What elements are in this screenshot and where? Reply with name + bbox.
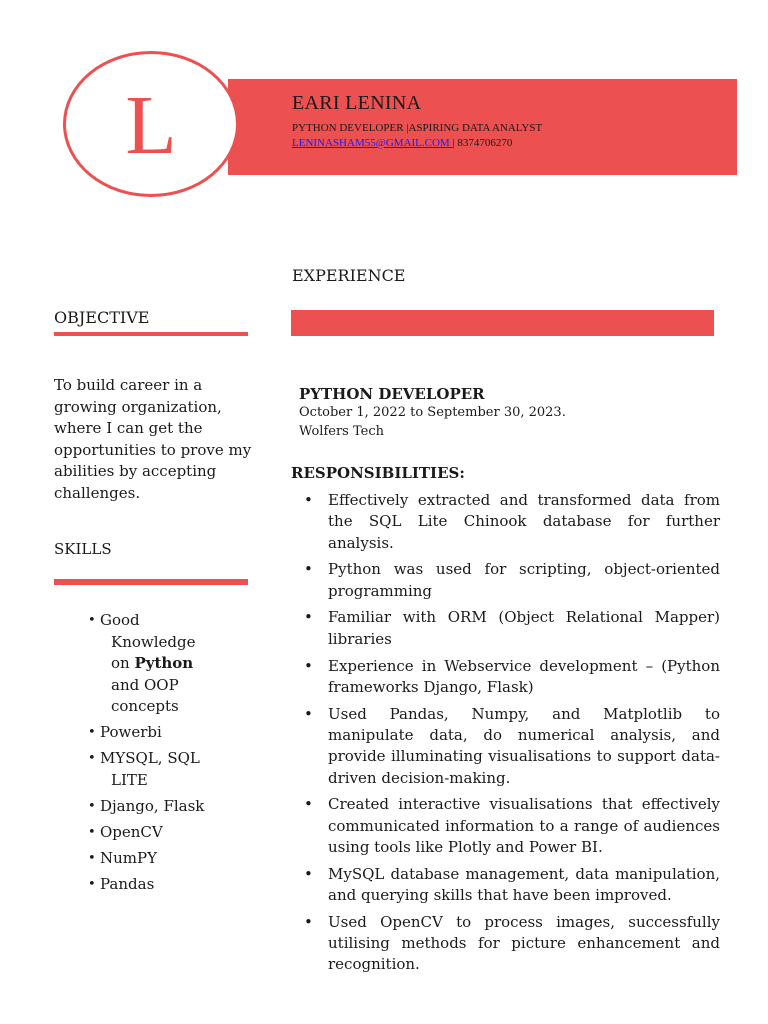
skills-list (88, 610, 218, 900)
job-dates: October 1, 2022 to September 30, 2023. (299, 405, 566, 420)
experience-rule (291, 310, 714, 336)
list-item: • Django, Flask (88, 796, 218, 818)
skill-text: LITE (111, 770, 148, 789)
phone-number: 8374706270 (457, 137, 513, 149)
skill-text: Good (100, 611, 140, 629)
list-item: • Python was used for scripting, object-oriented programming (304, 559, 720, 602)
list-item: • Powerbi (88, 722, 218, 744)
email-link[interactable]: LENINASHAM55@GMAIL.COM (292, 137, 453, 149)
skill-text: concepts (111, 697, 179, 715)
skills-rule (54, 579, 248, 585)
list-item: • Pandas (88, 874, 218, 896)
responsibilities-heading: RESPONSIBILITIES: (291, 464, 465, 482)
skill-text (100, 653, 218, 675)
contact-line (292, 137, 512, 149)
list-item: • Experience in Webservice development – (Python frameworks Django, Flask) (304, 656, 720, 699)
list-item: • Used OpenCV to process images, successfully utilising methods for picture enhancement and recognition. (304, 912, 720, 976)
list-item: • OpenCV (88, 822, 218, 844)
list-item: • Created interactive visualisations that effectively communicated information to a range of audiences using tools like Plotly and Power BI. (304, 794, 720, 858)
skills-heading: SKILLS (54, 540, 112, 558)
list-item: • MySQL database management, data manipulation, and querying skills that have been improved. (304, 864, 720, 907)
list-item: • NumPY (88, 848, 218, 870)
candidate-subtitle: PYTHON DEVELOPER |ASPIRING DATA ANALYST (292, 122, 543, 134)
job-title: PYTHON DEVELOPER (299, 385, 485, 403)
list-item: • Used Pandas, Numpy, and Matplotlib to manipulate data, do numerical analysis, and provide illuminating visualisations to support data-driven decision-making. (304, 704, 720, 789)
monogram-letter: L (125, 79, 177, 172)
objective-rule (54, 332, 248, 336)
list-item: • Familiar with ORM (Object Relational Mapper) libraries (304, 607, 720, 650)
objective-heading: OBJECTIVE (54, 308, 150, 327)
skill-text: on (111, 654, 135, 672)
job-company: Wolfers Tech (299, 424, 384, 439)
list-item (88, 610, 218, 718)
skill-text: Knowledge (111, 632, 196, 651)
monogram-circle (63, 51, 239, 197)
skill-highlight: Python (134, 654, 194, 672)
skill-text: MYSQL, SQL (100, 749, 200, 767)
experience-heading: EXPERIENCE (292, 266, 406, 285)
candidate-name: EARI LENINA (292, 92, 422, 114)
skill-text: and OOP (111, 675, 179, 694)
list-item: • Effectively extracted and transformed data from the SQL Lite Chinook database for further analysis. (304, 490, 720, 554)
list-item (88, 748, 218, 791)
contact-separator: | (452, 137, 455, 149)
objective-text: To build career in a growing organization, where I can get the opportunities to prove my abilities by accepting challenges. (54, 376, 252, 502)
responsibilities-list (304, 490, 720, 981)
